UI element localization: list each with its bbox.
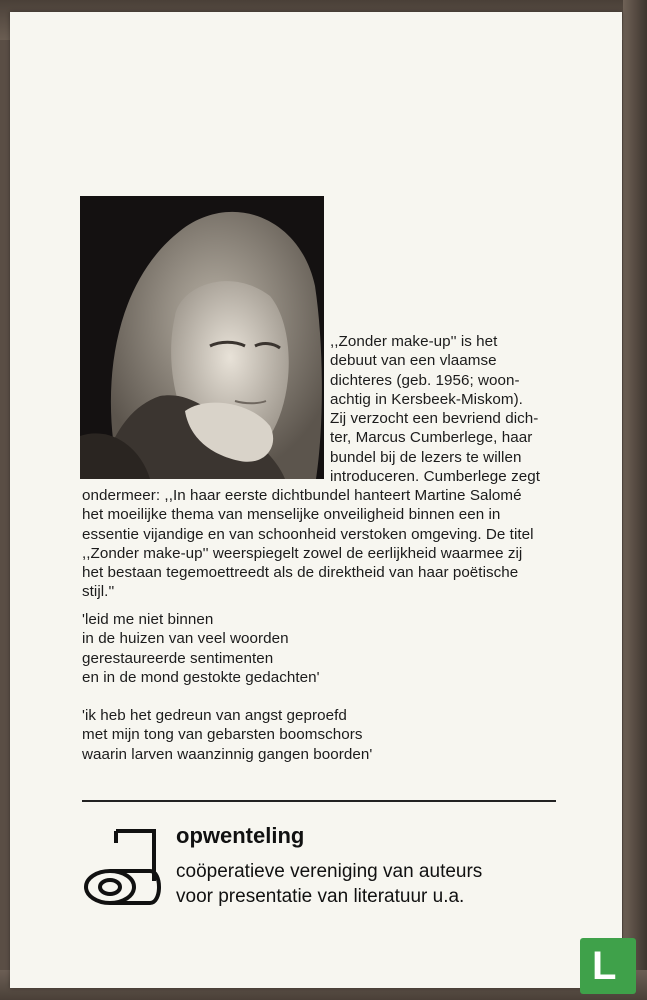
poem-line: gerestaureerde sentimenten bbox=[82, 649, 274, 667]
poem-line: 'leid me niet binnen bbox=[82, 611, 214, 628]
poem-line: waarin larven waanzinnig gangen boorden' bbox=[82, 745, 373, 763]
intro-paragraph-full bbox=[82, 486, 582, 602]
intro-line: essentie vijandige en van schoonheid verstoken omgeving. De titel bbox=[82, 525, 534, 543]
intro-line: achtig in Kersbeek-Miskom). bbox=[330, 390, 523, 408]
poem-excerpt-2 bbox=[82, 706, 562, 764]
intro-line: introduceren. Cumberlege zegt bbox=[330, 468, 540, 486]
intro-line: ter, Marcus Cumberlege, haar bbox=[330, 429, 533, 447]
intro-line: ,,Zonder make-up'' is het bbox=[330, 333, 498, 350]
poem-line: 'ik heb het gedreun van angst geproefd bbox=[82, 707, 347, 724]
intro-line: ondermeer: ,,In haar eerste dichtbundel hanteert Martine Salomé bbox=[82, 487, 522, 504]
intro-paragraph-right bbox=[330, 332, 570, 486]
publisher-description-line: voor presentatie van literatuur u.a. bbox=[176, 886, 465, 907]
intro-line: het bestaan tegemoettreedt als de direktheid van haar poëtische bbox=[82, 564, 519, 582]
scroll-logo-icon bbox=[80, 823, 166, 909]
intro-line: dichteres (geb. 1956; woon- bbox=[330, 371, 520, 389]
intro-line: debuut van een vlaamse bbox=[330, 352, 497, 370]
poem-excerpt-1 bbox=[82, 610, 562, 687]
lastdodo-badge-icon bbox=[580, 938, 636, 994]
publisher-name: opwenteling bbox=[176, 823, 305, 848]
intro-line: stijl.'' bbox=[82, 583, 115, 601]
poem-line: in de huizen van veel woorden bbox=[82, 630, 289, 648]
poem-line: en in de mond gestokte gedachten' bbox=[82, 668, 320, 686]
intro-line: ,,Zonder make-up'' weerspiegelt zowel de eerlijkheid waarmee zij bbox=[82, 544, 523, 562]
intro-line: het moeilijke thema van menselijke onveiligheid binnen een in bbox=[82, 506, 501, 524]
badge-glyph: L bbox=[592, 944, 617, 988]
author-portrait bbox=[80, 196, 324, 479]
divider-rule bbox=[82, 800, 556, 802]
intro-line: Zij verzocht een bevriend dich- bbox=[330, 410, 539, 428]
backdrop-right bbox=[623, 0, 647, 1000]
publisher-description-line: coöperatieve vereniging van auteurs bbox=[176, 861, 483, 882]
intro-line: bundel bij de lezers te willen bbox=[330, 448, 522, 466]
poem-line: met mijn tong van gebarsten boomschors bbox=[82, 726, 363, 744]
